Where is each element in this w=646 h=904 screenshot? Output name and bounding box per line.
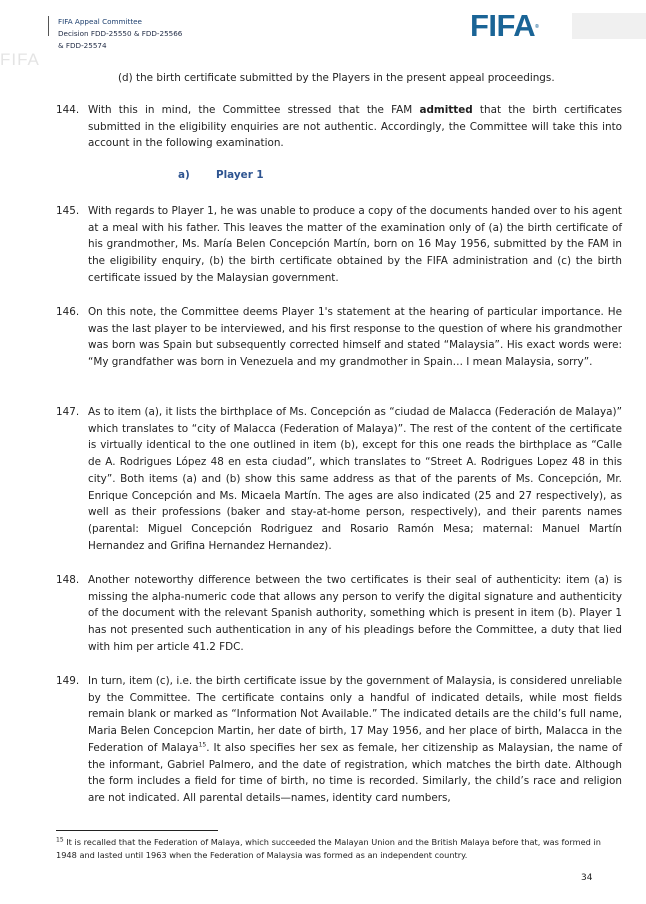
footnote-divider: [56, 830, 218, 831]
header-decision-cont: & FDD-25574: [58, 41, 107, 50]
logo-text: FIFA: [470, 8, 536, 43]
paragraph-text: As to item (a), it lists the birthplace of Ms. Concepción as “ciudad de Malacca (Federación de Malaya)” which translates to “city of Malacca (Federation of Malaya)”. The rest of the content of the certificate is virtually identical to the one outlined in item (b), except for this one reads the birthplace as “Calle de A. Rodrigues López 48 en esta ciudad”, which translates to “Street A. Rodrigues Lopez 48 in this city”. Both items (a) and (b) show this same address as that of the parents of Ms. Concepción, Mr. Enrique Concepción and Ms. Micaela Martín. The ages are also indicated (25 and 27 respectively), as well as their professions (baker and stay-at-home person, respectively), and their parents names (parental: Miguel Concepción Rodriguez and Rosario Ramón Mesa; maternal: Manuel Martín Hernandez and Grifina Hernandez Hernandez).: [88, 406, 622, 552]
paragraph-number: 148.: [56, 574, 80, 586]
watermark: FIFA: [0, 50, 40, 69]
paragraph-145: [56, 203, 622, 287]
text-segment: that the birth certificates submitted in the eligibility enquiries are not authentic. Accordingly, the Committee will take this into account in the following examination.: [88, 104, 622, 150]
header-committee: FIFA Appeal Committee: [58, 17, 142, 26]
list-item-d: (d) the birth certificate submitted by the Players in the present appeal proceedings.: [118, 72, 555, 84]
paragraph-number: 149.: [56, 675, 80, 687]
paragraph-number: 146.: [56, 306, 80, 318]
fifa-logo: [470, 8, 539, 43]
footnote-15: [56, 836, 622, 862]
section-title: Player 1: [216, 169, 264, 181]
text-segment: . It also specifies her sex as female, her citizenship as Malaysian, the name of the informant, Gabriel Palmero, and the date of registration, which matches the birth date. Although the form includes a field for time of birth, no time is recorded. Similarly, the child’s race and religion are not indicated. All parental details—names, identity card numbers,: [88, 741, 622, 804]
paragraph-text: Another noteworthy difference between the two certificates is their seal of authenticity: item (a) is missing the alpha-numeric code that allows any person to verify the digital signature and authenticity of the document with the relevant Spanish authority, something which is present in item (b). Player 1 has not presented such authentication in any of his pleadings before the Committee, a duty that lied with him per article 41.2 FDC.: [88, 574, 622, 653]
page-number: 34: [581, 873, 593, 883]
paragraph-text: [88, 102, 622, 152]
registered-mark-icon: ®: [535, 24, 539, 30]
bold-text: admitted: [419, 104, 473, 116]
paragraph-number: 147.: [56, 406, 80, 418]
paragraph-number: 145.: [56, 205, 80, 217]
footnote-text: It is recalled that the Federation of Malaya, which succeeded the Malayan Union and the British Malaya before that, was formed in 1948 and lasted until 1963 when the Federation of Malaysia was formed as an independent country.: [56, 837, 601, 860]
paragraph-146: [56, 304, 622, 371]
footnote-reference[interactable]: 15: [198, 741, 207, 749]
paragraph-147: [56, 404, 622, 554]
document-header: [58, 16, 182, 52]
paragraph-text: [88, 673, 622, 807]
paragraph-text: With regards to Player 1, he was unable to produce a copy of the documents handed over to his agent at a meal with his father. This leaves the matter of the examination only of (a) the birth certificate of his grandmother, Ms. María Belen Concepción Martín, born on 16 May 1956, submitted by the FAM in the eligibility enquiry, (b) the birth certificate obtained by the FIFA administration and (c) the birth certificate issued by the Malaysian government.: [88, 205, 622, 284]
text-segment: In turn, item (c), i.e. the birth certificate issue by the government of Malaysia, is considered unreliable by the Committee. The certificate contains only a handful of indicated details, while most fields remain blank or marked as “Information Not Available.” The indicated details are the child’s full name, Maria Belen Concepcion Martin, her date of birth, 17 May 1956, and her place of birth, Malacca in the Federation of Malaya: [88, 675, 622, 754]
paragraph-144: [56, 102, 622, 152]
header-decision: Decision FDD-25550 & FDD-25566: [58, 29, 183, 38]
paragraph-149: [56, 673, 622, 807]
header-grey-box: [572, 13, 646, 39]
section-label: a): [178, 169, 190, 181]
text-segment: With this in mind, the Committee stressed that the FAM: [88, 104, 420, 116]
paragraph-text: On this note, the Committee deems Player 1's statement at the hearing of particular importance. He was the last player to be interviewed, and his first response to the question of where his grandmother was born was Spain but subsequently corrected himself and stated “Malaysia”. His exact words were: “My grandfather was born in Venezuela and my grandmother in Spain… I mean Malaysia, sorry”.: [88, 306, 622, 369]
paragraph-number: 144.: [56, 104, 80, 116]
header-divider: [48, 16, 49, 36]
footnote-number: 15: [56, 836, 64, 844]
paragraph-148: [56, 572, 622, 656]
